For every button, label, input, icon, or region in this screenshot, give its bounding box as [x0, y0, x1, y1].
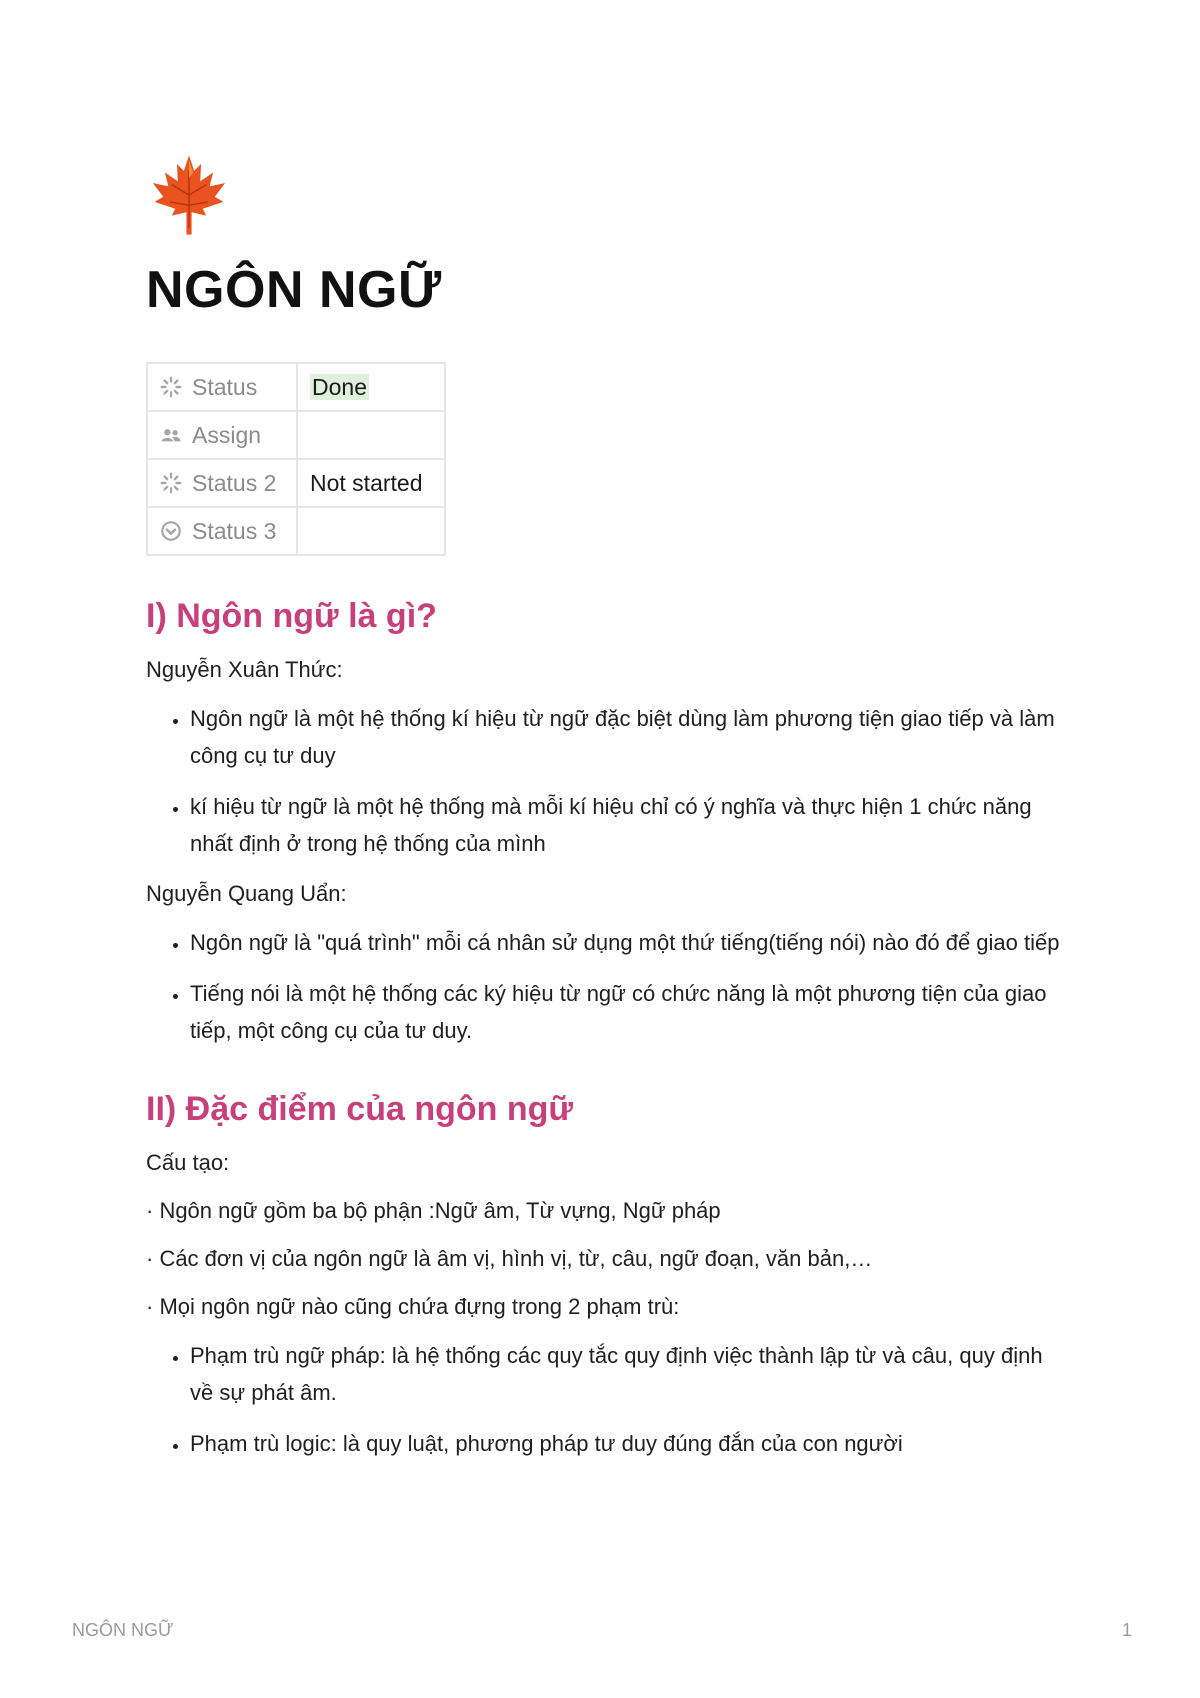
property-key[interactable]	[147, 363, 297, 411]
property-row	[147, 459, 445, 507]
status-spinner-icon	[160, 472, 182, 494]
property-key[interactable]	[147, 459, 297, 507]
property-key[interactable]	[147, 411, 297, 459]
list-item: • kí hiệu từ ngữ là một hệ thống mà mỗi kí hiệu chỉ có ý nghĩa và thực hiện 1 chức năng nhất định ở trong hệ thống của mình	[190, 788, 1066, 862]
paragraph: · Các đơn vị của ngôn ngữ là âm vị, hình vị, từ, câu, ngữ đoạn, văn bản,…	[146, 1246, 873, 1271]
paragraph: Nguyễn Xuân Thức:	[146, 657, 343, 682]
properties-table	[146, 362, 446, 556]
list-item: • Tiếng nói là một hệ thống các ký hiệu từ ngữ có chức năng là một phương tiện của giao tiếp, một công cụ của tư duy.	[190, 975, 1066, 1049]
property-value[interactable]	[297, 363, 445, 411]
list-item: • Ngôn ngữ là một hệ thống kí hiệu từ ngữ đặc biệt dùng làm phương tiện giao tiếp và làm công cụ tư duy	[190, 700, 1066, 774]
page-title: NGÔN NGỮ	[146, 261, 442, 319]
bullet-list	[146, 700, 1066, 862]
list-item: • Phạm trù logic: là quy luật, phương pháp tư duy đúng đắn của con người	[190, 1425, 1066, 1462]
property-row	[147, 507, 445, 555]
maple-leaf-icon	[146, 150, 232, 240]
document-page	[146, 150, 1066, 1476]
paragraph: · Ngôn ngữ gồm ba bộ phận :Ngữ âm, Từ vựng, Ngữ pháp	[146, 1198, 721, 1223]
status-spinner-icon	[160, 376, 182, 398]
paragraph: Nguyễn Quang Uẩn:	[146, 881, 347, 906]
bullet-list	[146, 1337, 1066, 1462]
paragraph: · Mọi ngôn ngữ nào cũng chứa đựng trong 2 phạm trù:	[146, 1294, 680, 1319]
property-value[interactable]	[297, 507, 445, 555]
footer-title: NGÔN NGỮ	[72, 1620, 174, 1640]
property-value[interactable]	[297, 411, 445, 459]
check-circle-icon	[160, 520, 182, 542]
list-item: • Phạm trù ngữ pháp: là hệ thống các quy tắc quy định việc thành lập từ và câu, quy định về sự phát âm.	[190, 1337, 1066, 1411]
property-label: Status 2	[192, 469, 277, 496]
footer-page-number: 1	[1122, 1620, 1133, 1640]
property-value[interactable]: Not started	[297, 459, 445, 507]
status-badge: Done	[312, 373, 367, 400]
section-heading-1: I) Ngôn ngữ là gì?	[146, 597, 437, 635]
property-label: Status 3	[192, 517, 277, 544]
property-label: Assign	[192, 421, 262, 448]
bullet-list	[146, 924, 1066, 1049]
property-row	[147, 411, 445, 459]
property-row	[147, 363, 445, 411]
people-icon	[160, 424, 182, 446]
paragraph: Cấu tạo:	[146, 1150, 230, 1175]
section-heading-2: II) Đặc điểm của ngôn ngữ	[146, 1090, 573, 1128]
list-item: • Ngôn ngữ là "quá trình" mỗi cá nhân sử dụng một thứ tiếng(tiếng nói) nào đó để giao tiếp	[190, 924, 1066, 961]
property-label: Status	[192, 373, 258, 400]
property-key[interactable]	[147, 507, 297, 555]
